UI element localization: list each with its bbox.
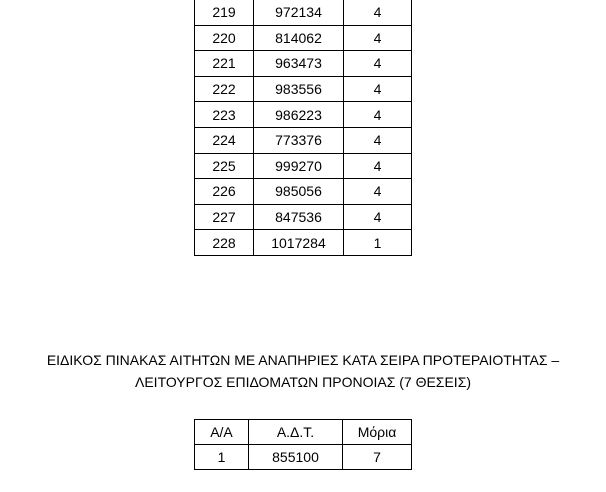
- disability-ranking-table: [194, 419, 412, 470]
- table-row: [195, 204, 412, 230]
- table-row: [195, 153, 412, 179]
- table-row: [195, 230, 412, 256]
- cell-adt: 983556: [254, 76, 344, 102]
- cell-aa: 219: [195, 0, 254, 25]
- cell-adt: 847536: [254, 204, 344, 230]
- header-aa: Α/Α: [195, 420, 249, 445]
- table-row: [195, 127, 412, 153]
- cell-adt: 814062: [254, 25, 344, 51]
- cell-moria: 1: [344, 230, 412, 256]
- section-heading-line-1: ΕΙΔΙΚΟΣ ΠΙΝΑΚΑΣ ΑΙΤΗΤΩΝ ΜΕ ΑΝΑΠΗΡΙΕΣ ΚΑΤΑ ΣΕΙΡΑ ΠΡΟΤΕΡΑΙΟΤΗΤΑΣ –: [46, 352, 560, 368]
- table-row: [195, 0, 412, 25]
- header-adt: Α.Δ.Τ.: [249, 420, 343, 445]
- cell-aa: 221: [195, 51, 254, 77]
- cell-moria: 4: [344, 102, 412, 128]
- cell-aa: 222: [195, 76, 254, 102]
- cell-aa: 1: [195, 445, 249, 470]
- cell-aa: 220: [195, 25, 254, 51]
- cell-moria: 4: [344, 179, 412, 205]
- cell-adt: 855100: [249, 445, 343, 470]
- ranking-table-continued: [194, 0, 412, 256]
- cell-adt: 773376: [254, 127, 344, 153]
- cell-aa: 228: [195, 230, 254, 256]
- header-moria: Μόρια: [343, 420, 412, 445]
- cell-moria: 4: [344, 204, 412, 230]
- cell-moria: 4: [344, 0, 412, 25]
- section-heading: [0, 349, 606, 393]
- table-row: [195, 445, 412, 470]
- cell-adt: 972134: [254, 0, 344, 25]
- cell-moria: 4: [344, 153, 412, 179]
- table-row: [195, 25, 412, 51]
- table-row: [195, 179, 412, 205]
- cell-moria: 4: [344, 76, 412, 102]
- section-heading-line-2: ΛΕΙΤΟΥΡΓΟΣ ΕΠΙΔΟΜΑΤΩΝ ΠΡΟΝΟΙΑΣ (7 ΘΕΣΕΙΣ): [134, 374, 472, 390]
- table-row: [195, 51, 412, 77]
- cell-adt: 999270: [254, 153, 344, 179]
- table-row: [195, 76, 412, 102]
- cell-moria: 4: [344, 51, 412, 77]
- cell-adt: 1017284: [254, 230, 344, 256]
- cell-aa: 227: [195, 204, 254, 230]
- cell-adt: 985056: [254, 179, 344, 205]
- cell-moria: 4: [344, 25, 412, 51]
- cell-aa: 223: [195, 102, 254, 128]
- cell-moria: 7: [343, 445, 412, 470]
- cell-adt: 963473: [254, 51, 344, 77]
- cell-moria: 4: [344, 127, 412, 153]
- cell-aa: 225: [195, 153, 254, 179]
- table-row: [195, 102, 412, 128]
- cell-aa: 224: [195, 127, 254, 153]
- cell-aa: 226: [195, 179, 254, 205]
- cell-adt: 986223: [254, 102, 344, 128]
- table-header-row: [195, 420, 412, 445]
